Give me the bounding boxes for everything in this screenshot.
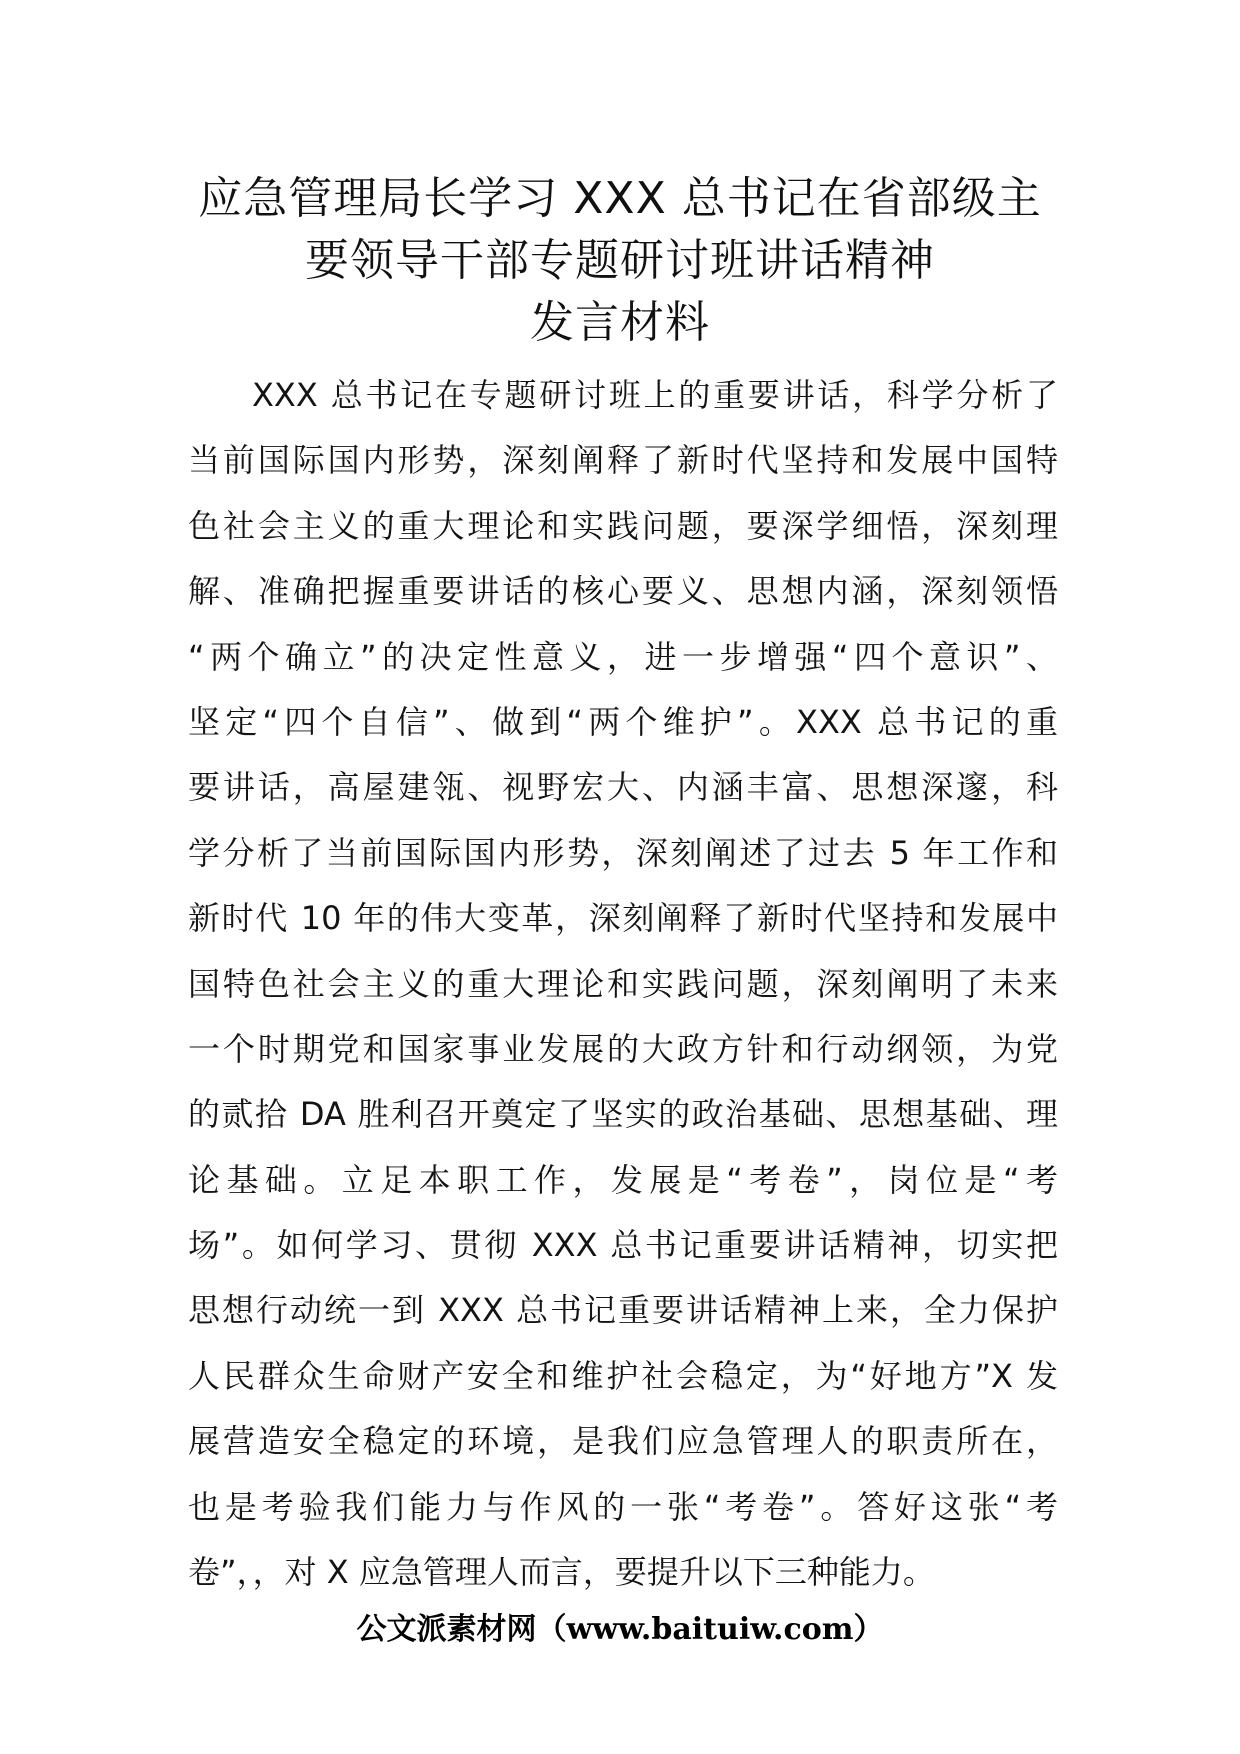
body-paragraph [188,363,1058,1605]
body-line: 场”。如何学习、贯彻 XXX 总书记重要讲话精神，切实把 [188,1226,1058,1265]
body-line: 展营造安全稳定的环境，是我们应急管理人的职责所在， [188,1422,1058,1461]
body-line: 的贰拾 DA 胜利召开奠定了坚实的政治基础、思想基础、理 [188,1095,1058,1134]
footer-watermark: 公文派素材网（www.baituiw.com） [356,1612,884,1647]
title-line: 发言材料 [530,297,710,348]
body-line: 新时代 10 年的伟大变革，深刻阐释了新时代坚持和发展中 [188,899,1058,938]
body-line: 国特色社会主义的重大理论和实践问题，深刻阐明了未来 [188,964,1058,1003]
body-line: 论基础。立足本职工作，发展是“考卷”，岗位是“考 [188,1160,1058,1199]
body-line: 思想行动统一到 XXX 总书记重要讲话精神上来，全力保护 [188,1291,1058,1330]
title-line: 应急管理局长学习 XXX 总书记在省部级主 [198,173,1042,224]
document-title [150,168,1090,354]
body-line: 坚定“四个自信”、做到“两个维护”。XXX 总书记的重 [188,702,1058,741]
body-line: 也是考验我们能力与作风的一张“考卷”。答好这张“考 [188,1487,1058,1526]
body-line: 卷”，，对 X 应急管理人而言，要提升以下三种能力。 [188,1553,935,1592]
body-line: 当前国际国内形势，深刻阐释了新时代坚持和发展中国特 [188,441,1058,480]
body-line: XXX 总书记在专题研讨班上的重要讲话，科学分析了 [252,376,1058,414]
body-line: 一个时期党和国家事业发展的大政方针和行动纲领，为党 [188,1029,1058,1068]
title-line: 要领导干部专题研讨班讲话精神 [305,235,935,286]
body-line: “两个确立”的决定性意义，进一步增强“四个意识”、 [188,637,1058,676]
body-line: 解、准确把握重要讲话的核心要义、思想内涵，深刻领悟 [188,572,1058,611]
body-line: 学分析了当前国际国内形势，深刻阐述了过去 5 年工作和 [188,833,1058,872]
body-line: 色社会主义的重大理论和实践问题，要深学细悟，深刻理 [188,506,1058,545]
body-line: 要讲话，高屋建瓴、视野宏大、内涵丰富、思想深邃，科 [188,768,1058,807]
body-line: 人民群众生命财产安全和维护社会稳定，为“好地方”X 发 [188,1356,1058,1395]
